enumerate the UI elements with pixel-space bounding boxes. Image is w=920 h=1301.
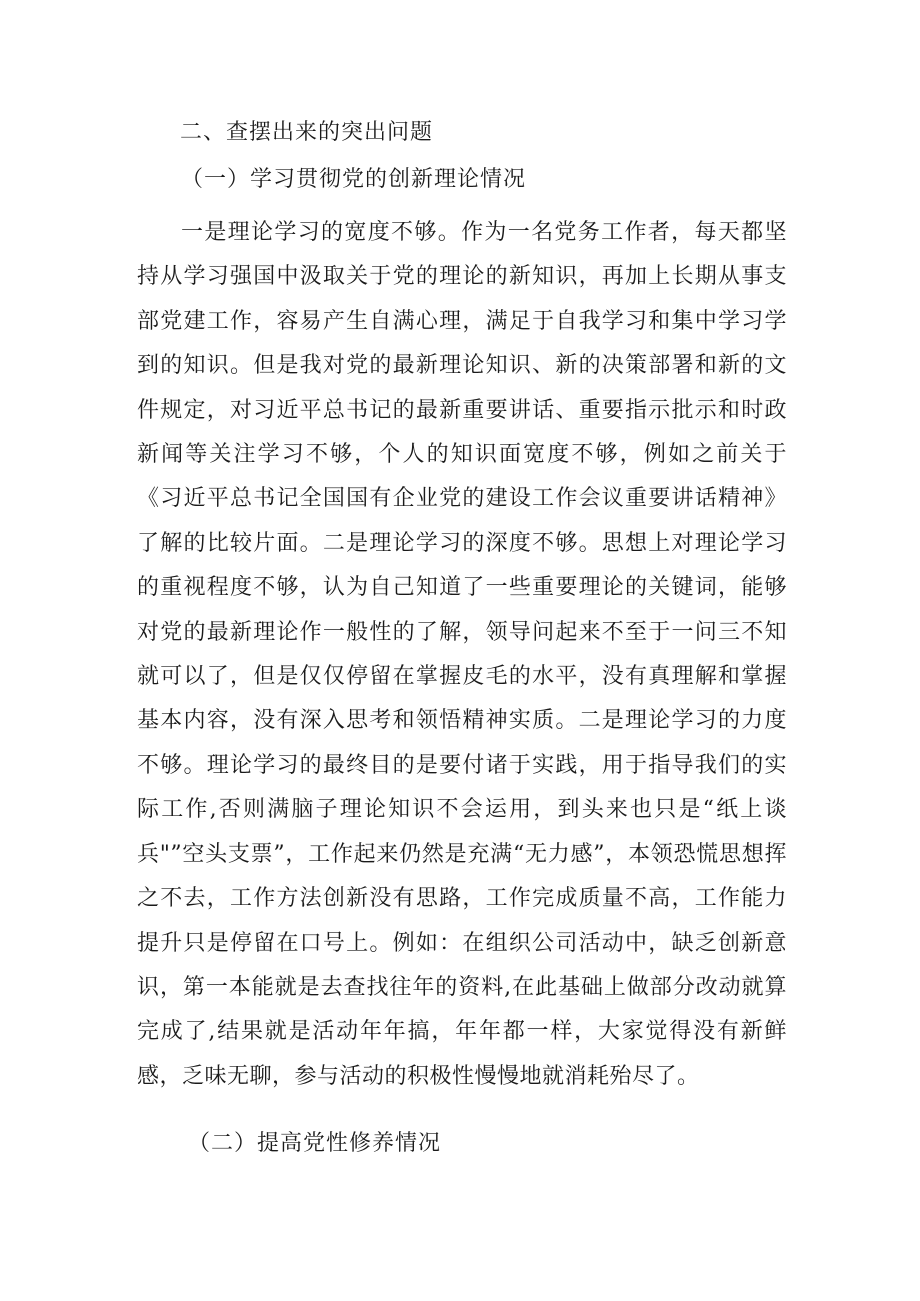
body-paragraph-1: 一是理论学习的宽度不够。作为一名党务工作者，每天都坚持从学习强国中汲取关于党的理论的新知识，再加上长期从事支部党建工作，容易产生自满心理，满足于自我学习和集中学习学到的知识。但是我对党的最新理论知识、新的决策部署和新的文件规定，对习近平总书记的最新重要讲话、重要指示批示和时政新闻等关注学习不够，个人的知识面宽度不够，例如之前关于《习近平总书记全国国有企业党的建设工作会议重要讲话精神》了解的比较片面。二是理论学习的深度不够。思想上对理论学习的重视程度不够，认为自己知道了一些重要理论的关键词，能够对党的最新理论作一般性的了解，领导问起来不至于一问三不知就可以了，但是仅仅停留在掌握皮毛的水平，没有真理解和掌握基本内容，没有深入思考和领悟精神实质。二是理论学习的力度不够。理论学习的最终目的是要付诸于实践，用于指导我们的实际工作,否则满脑子理论知识不会运用，到头来也只是“纸上谈兵"”空头支票”，工作起来仍然是充满“无力感”，本领恐慌思想挥之不去，工作方法创新没有思路，工作完成质量不高，工作能力提升只是停留在口号上。例如：在组织公司活动中，缺乏创新意识，第一本能就是去查找往年的资料,在此基础上做部分改动就算完成了,结果就是活动年年搞，年年都一样，大家觉得没有新鲜感，乏味无聊，参与活动的积极性慢慢地就消耗殆尽了。: [137, 220, 787, 1089]
subsection-title-1: （一）学习贯彻党的创新理论情况: [181, 167, 527, 192]
subsection-title-2: （二）提高党性修养情况: [188, 1131, 442, 1156]
section-title: 二、查摆出来的突出问题: [180, 120, 434, 145]
